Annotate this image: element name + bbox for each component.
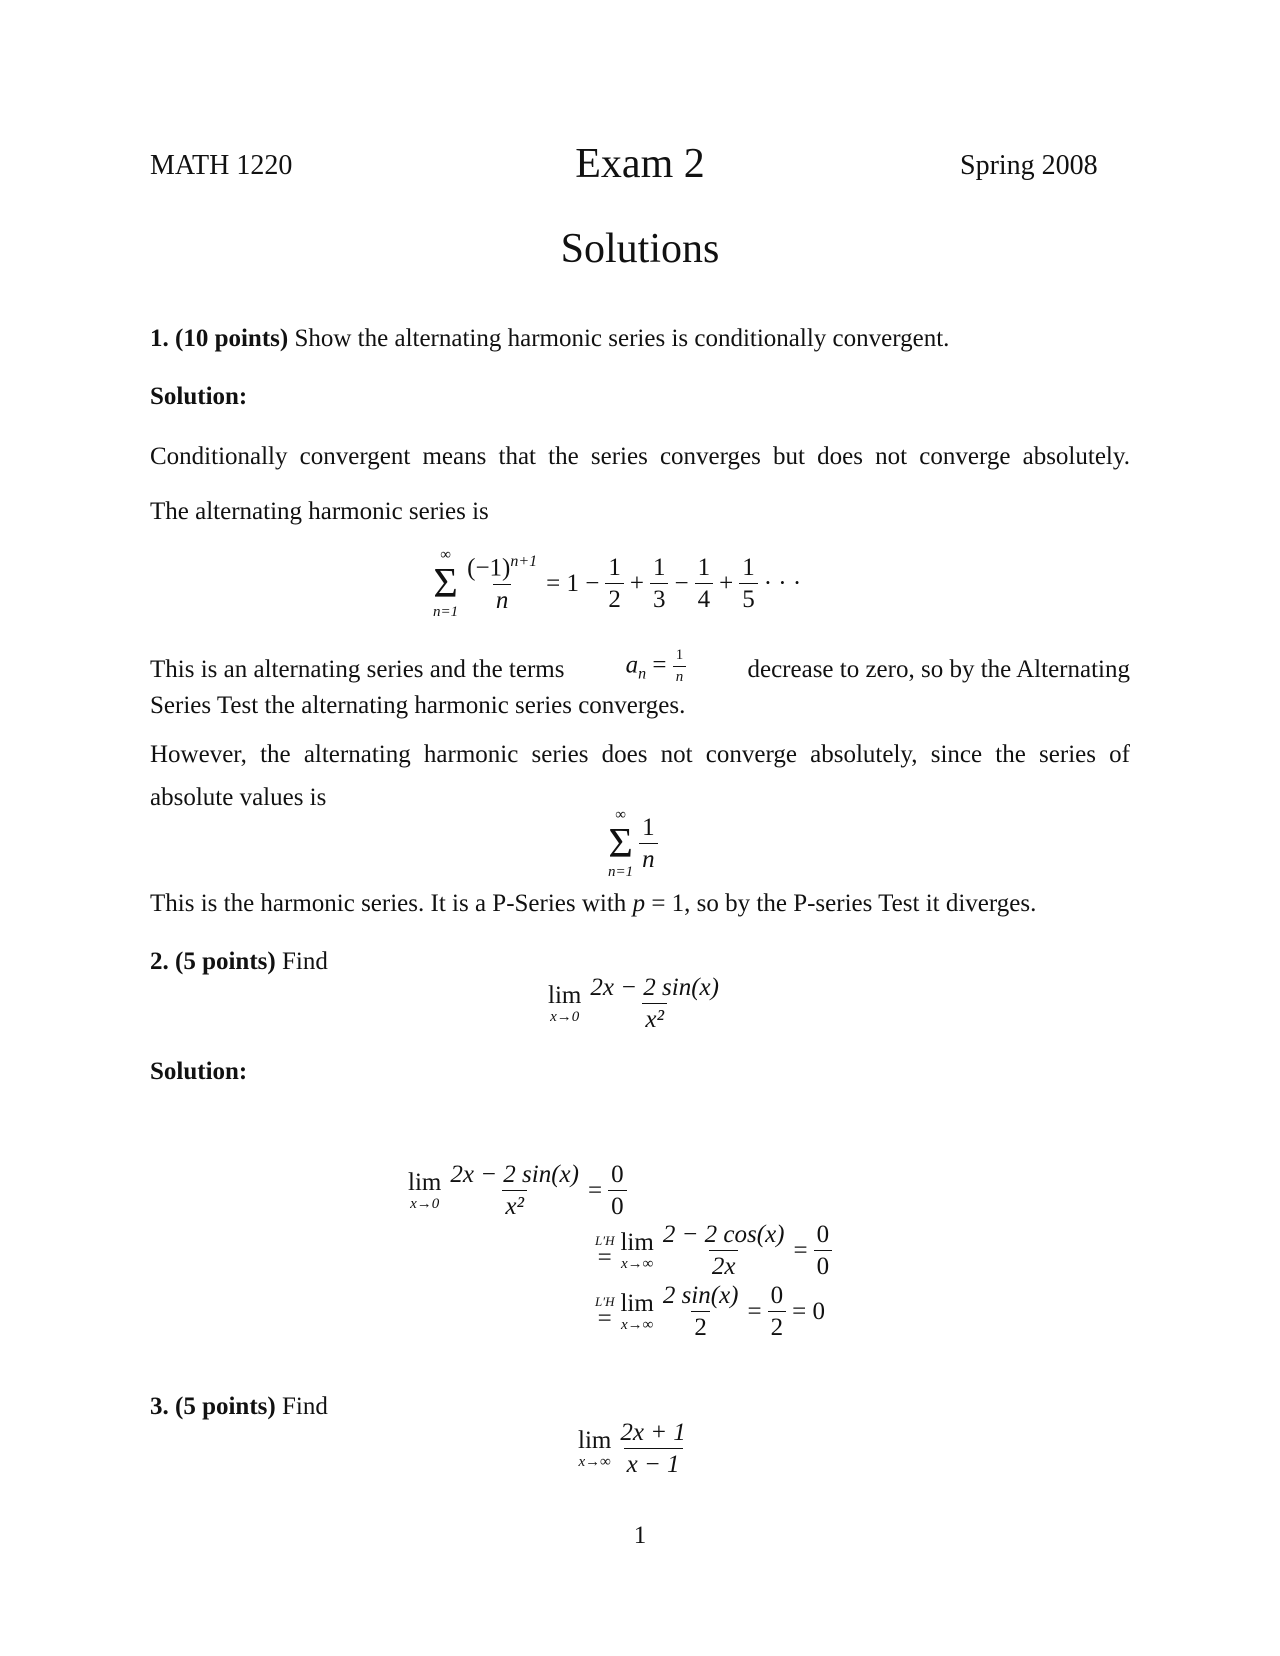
solution-step-1: lim x→0 $\frac{2x - 2 \sin(x)}{\text{x²}}$ = $\frac{0}{0}$ — [405, 1162, 630, 1221]
term-fraction: $\frac{1}{4}$ — [695, 555, 714, 614]
problem-1-paragraph-4-line-1: However, the alternating harmonic series does not converge absolutely, since the series of — [150, 741, 1130, 768]
problem-3-limit: lim x→∞ $\frac{2x + 1}{x - 1}$ — [578, 1419, 686, 1479]
equals-one-minus: = 1 − — [546, 570, 600, 597]
term-fraction: $\frac{1}{2}$ — [605, 555, 624, 614]
summation: ∞ Σ n=1 — [608, 807, 634, 880]
problem-1-paragraph-3-line-2: Series Test the alternating harmonic series converges. — [150, 692, 686, 719]
solution-step-3: L′H = lim x→∞ $\frac{2 \sin(x)}{2}$ = $\frac{0}{2}$ = 0 — [595, 1282, 825, 1342]
operator: − — [674, 570, 689, 597]
exam-title: Exam 2 — [575, 141, 705, 187]
reciprocal-fraction: $\frac{1}{n}$ — [639, 815, 658, 874]
subtitle: Solutions — [560, 226, 720, 272]
problem-1-number: 1. — [150, 325, 169, 352]
problem-1-points: (10 points) — [175, 325, 289, 352]
problem-1-heading — [150, 325, 949, 353]
summation: ∞ Σ n=1 — [433, 547, 459, 620]
problem-1-solution-label: Solution: — [150, 383, 248, 410]
problem-1-prompt: Show the alternating harmonic series is conditionally convergent. — [294, 325, 950, 352]
term-definition: $a_n$ = $\frac{1}{n}$ — [626, 648, 687, 691]
ellipsis: · · · — [763, 570, 802, 597]
page-number: 1 — [633, 1522, 647, 1549]
course-code: MATH 1220 — [150, 150, 293, 181]
solution-step-2: L′H = lim x→∞ $\frac{2 - 2 \cos(x)}{2x}$ = $\frac{0}{0}$ — [592, 1222, 835, 1281]
problem-2-limit: lim x→0 $\frac{2x - 2 \sin(x)}{\text{x²}}$ — [548, 974, 719, 1034]
exam-term: Spring 2008 — [960, 150, 1098, 181]
problem-1-paragraph-2: The alternating harmonic series is — [150, 498, 489, 525]
term-fraction: $\frac{1}{5}$ — [739, 555, 758, 614]
problem-1-paragraph-5: This is the harmonic series. It is a P-Series with p = 1, so by the P-series Test it diverges. — [150, 890, 1037, 917]
operator: + — [629, 570, 644, 597]
problem-1-paragraph-4-line-2: absolute values is — [150, 784, 327, 811]
harmonic-series-equation — [605, 808, 661, 880]
problem-1-paragraph-3-line-1: This is an alternating series and the terms $a_n$ = $\frac{1}{n}$ decrease to zero, so by the Alternating — [150, 648, 1130, 691]
problem-2-solution-label: Solution: — [150, 1058, 248, 1085]
operator: + — [719, 570, 734, 597]
term-fraction: $\frac{1}{3}$ — [650, 555, 669, 614]
general-term-fraction: $\frac{(-1)^{n+1}}{n}$ — [467, 553, 538, 614]
alternating-harmonic-series-equation — [430, 548, 804, 620]
problem-2-heading: 2. (5 points) Find — [150, 948, 328, 975]
problem-1-paragraph-1: Conditionally convergent means that the series converges but does not converge absolutely. — [150, 443, 1130, 470]
problem-3-heading: 3. (5 points) Find — [150, 1393, 328, 1420]
